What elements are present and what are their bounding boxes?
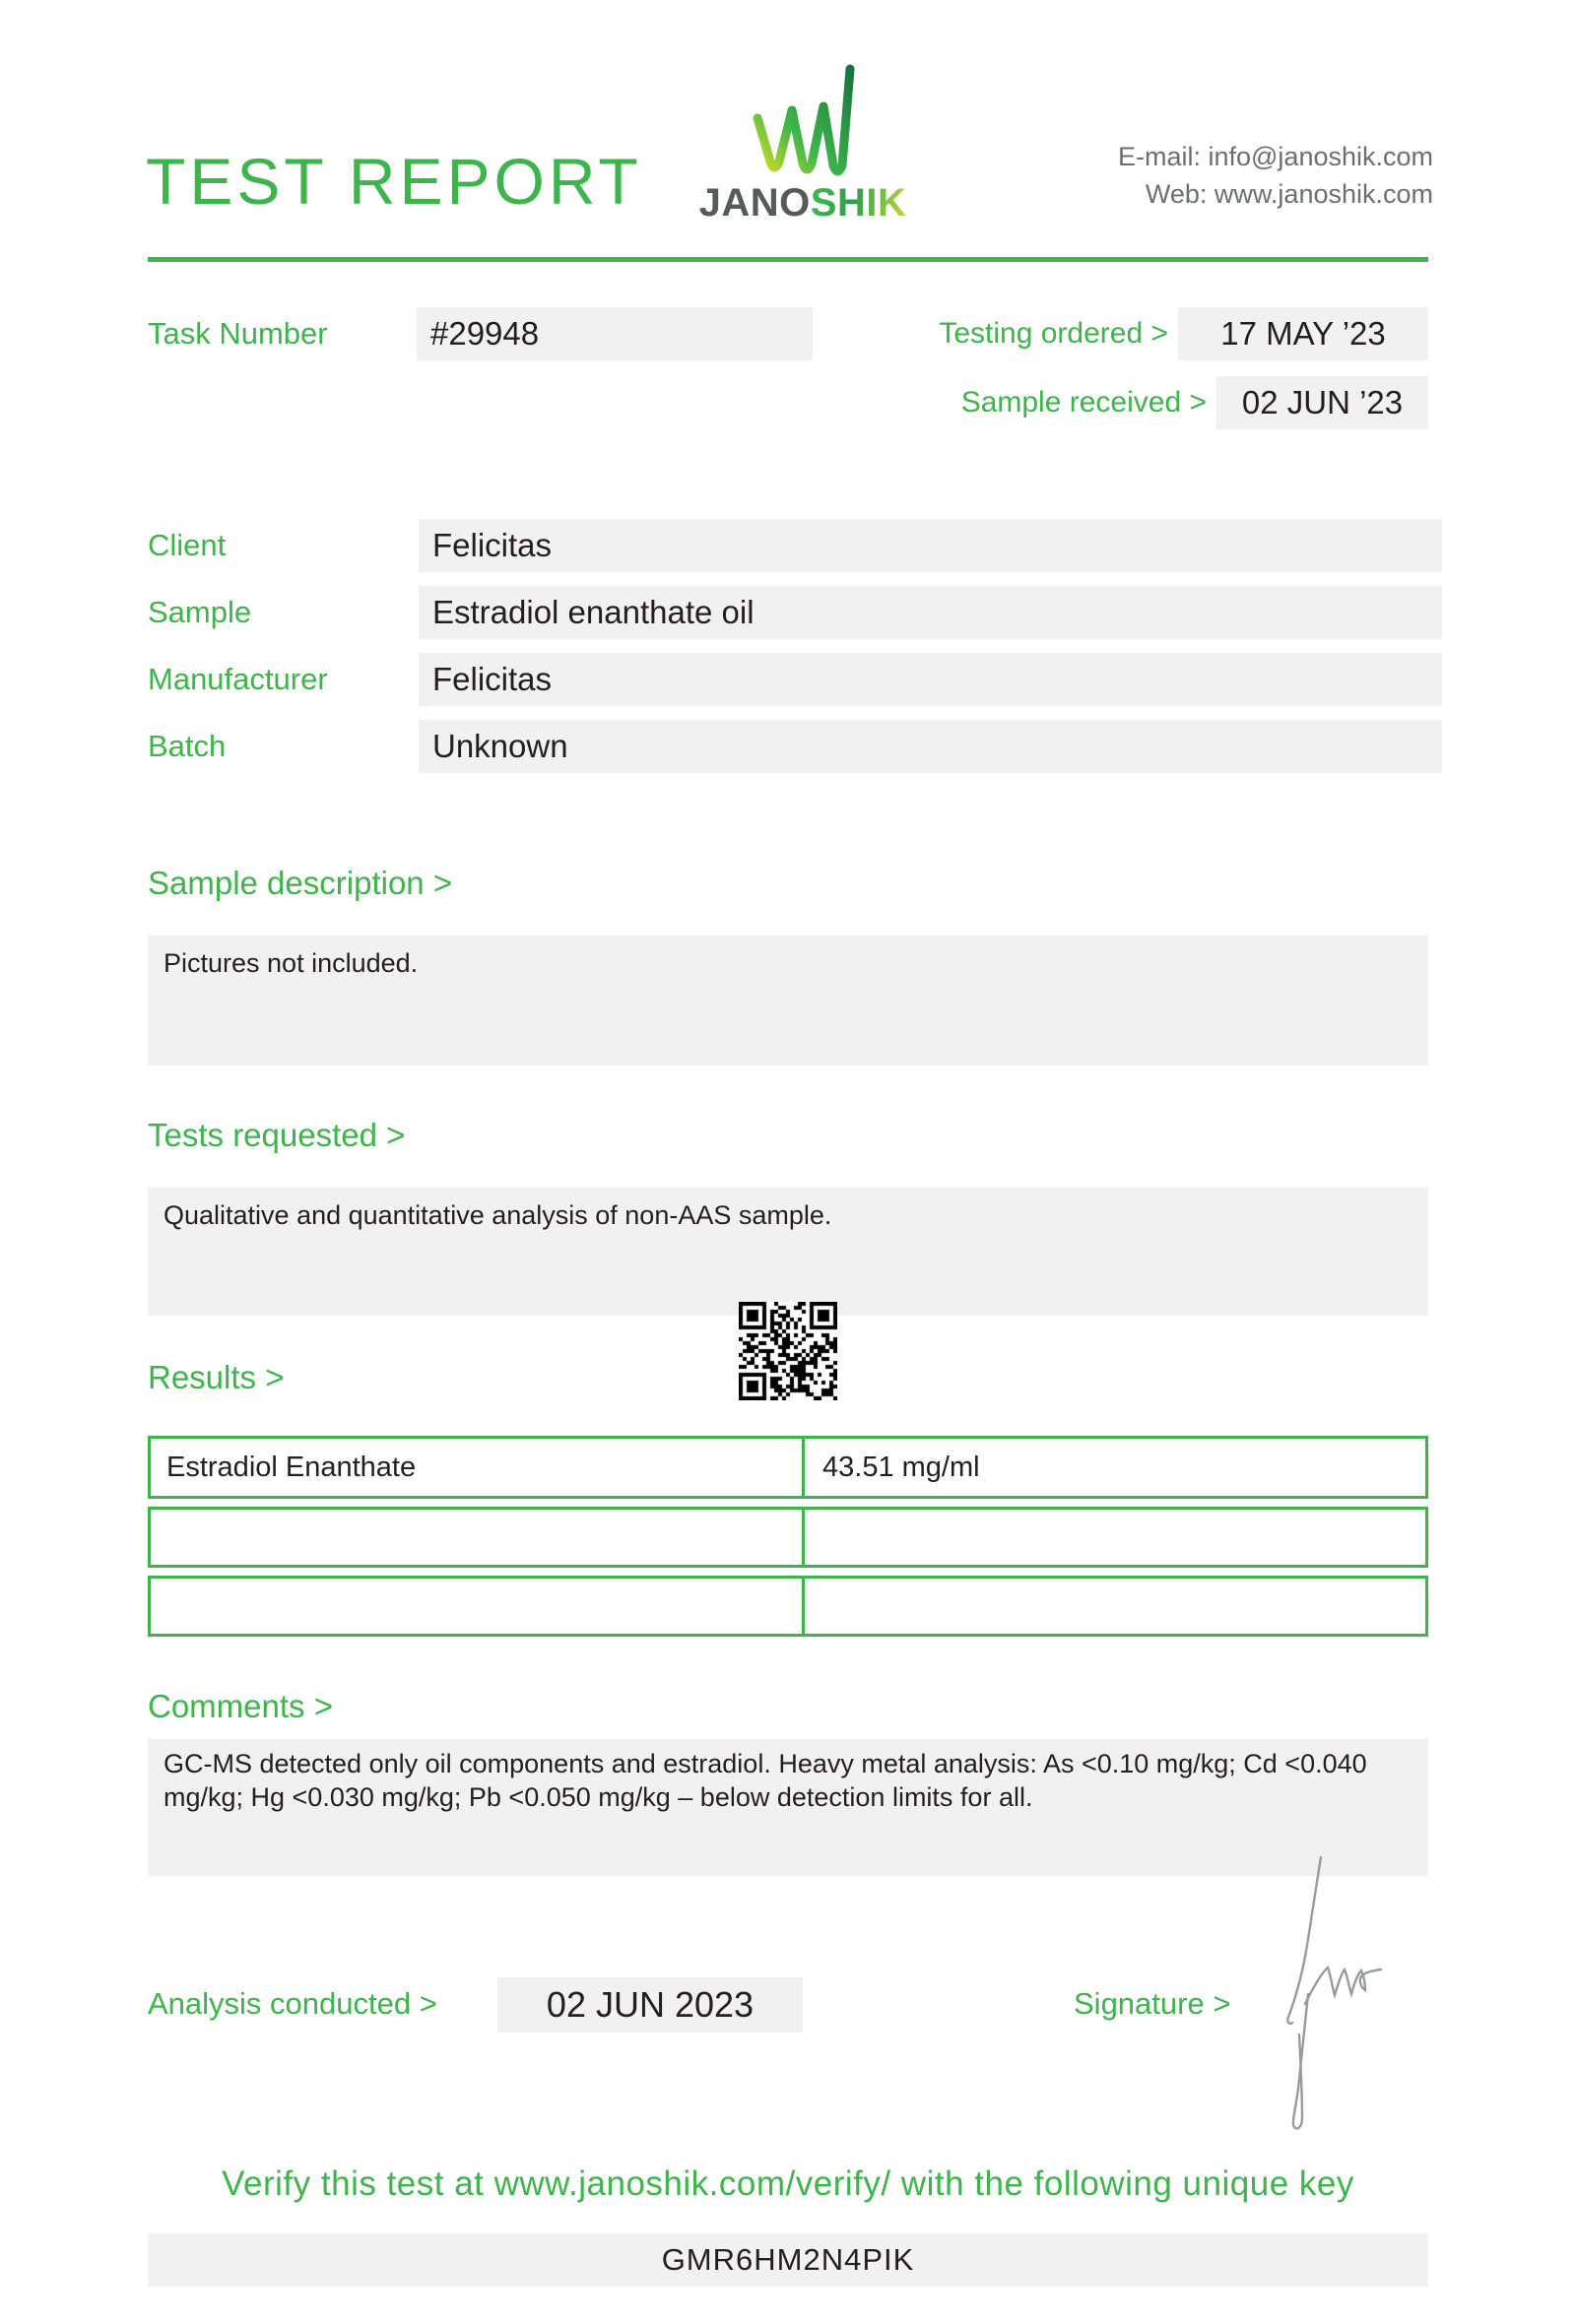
contact-block bbox=[1118, 138, 1433, 213]
results-table-row bbox=[148, 1436, 1428, 1499]
result-value: 43.51 mg/ml bbox=[822, 1451, 980, 1483]
result-analyte bbox=[151, 1510, 805, 1565]
sample-description-box bbox=[148, 936, 1428, 1065]
results-table-row bbox=[148, 1507, 1428, 1568]
manufacturer-value: Felicitas bbox=[419, 653, 1442, 706]
comments-box bbox=[148, 1739, 1428, 1876]
analysis-conducted-value: 02 JUN 2023 bbox=[497, 1977, 803, 2033]
web-label: Web: bbox=[1145, 179, 1208, 209]
result-analyte: Estradiol Enanthate bbox=[151, 1439, 805, 1496]
signature-label: Signature > bbox=[1074, 1986, 1231, 2021]
testing-ordered-label: Testing ordered > bbox=[939, 317, 1168, 350]
sample-value: Estradiol enanthate oil bbox=[419, 586, 1442, 639]
testing-ordered-value: 17 MAY ’23 bbox=[1178, 307, 1428, 360]
result-analyte bbox=[151, 1579, 805, 1634]
header-divider bbox=[148, 257, 1428, 262]
comments-heading: Comments > bbox=[148, 1688, 333, 1724]
analysis-conducted-label: Analysis conducted > bbox=[148, 1986, 437, 2021]
verify-key: GMR6HM2N4PIK bbox=[661, 2242, 915, 2277]
batch-value: Unknown bbox=[419, 720, 1442, 773]
tests-requested-text: Qualitative and quantitative analysis of non-AAS sample. bbox=[164, 1200, 832, 1230]
logo-jano: JANO bbox=[698, 181, 811, 225]
growth-chart-icon bbox=[752, 61, 855, 187]
web-value: www.janoshik.com bbox=[1214, 179, 1433, 209]
verify-key-box bbox=[148, 2233, 1428, 2287]
contact-email-line bbox=[1118, 138, 1433, 175]
verify-instruction: Verify this test at www.janoshik.com/verify/ with the following unique key bbox=[222, 2164, 1354, 2203]
logo-shik: SHIK bbox=[810, 181, 907, 225]
logo-wordmark bbox=[690, 181, 916, 226]
client-value: Felicitas bbox=[419, 519, 1442, 572]
qr-code bbox=[739, 1302, 837, 1400]
tests-requested-box bbox=[148, 1188, 1428, 1316]
sample-label: Sample bbox=[148, 595, 252, 629]
email-label: E-mail: bbox=[1117, 142, 1201, 171]
sample-received-label: Sample received > bbox=[960, 386, 1207, 419]
task-number-value: #29948 bbox=[417, 307, 813, 360]
sample-description-text: Pictures not included. bbox=[164, 948, 419, 978]
email-value: info@janoshik.com bbox=[1208, 142, 1433, 171]
signature-image bbox=[1266, 1849, 1394, 2145]
tests-requested-heading: Tests requested > bbox=[148, 1117, 406, 1153]
result-value bbox=[805, 1579, 1425, 1634]
page-title: TEST REPORT bbox=[146, 145, 642, 218]
client-label: Client bbox=[148, 528, 227, 562]
sample-description-heading: Sample description > bbox=[148, 865, 453, 901]
results-table-row bbox=[148, 1576, 1428, 1637]
task-number-label: Task Number bbox=[148, 316, 328, 351]
results-heading: Results > bbox=[148, 1359, 285, 1395]
batch-label: Batch bbox=[148, 729, 227, 763]
comments-text: GC-MS detected only oil components and estradiol. Heavy metal analysis: As <0.10 mg/kg; Cd <0.040 mg/kg; Hg <0.030 mg/kg; Pb <0.050 mg/kg – below detection limits for all. bbox=[164, 1749, 1367, 1812]
sample-received-value: 02 JUN ’23 bbox=[1216, 376, 1428, 429]
contact-web-line bbox=[1118, 175, 1433, 213]
manufacturer-label: Manufacturer bbox=[148, 662, 328, 696]
result-value bbox=[805, 1510, 1425, 1565]
